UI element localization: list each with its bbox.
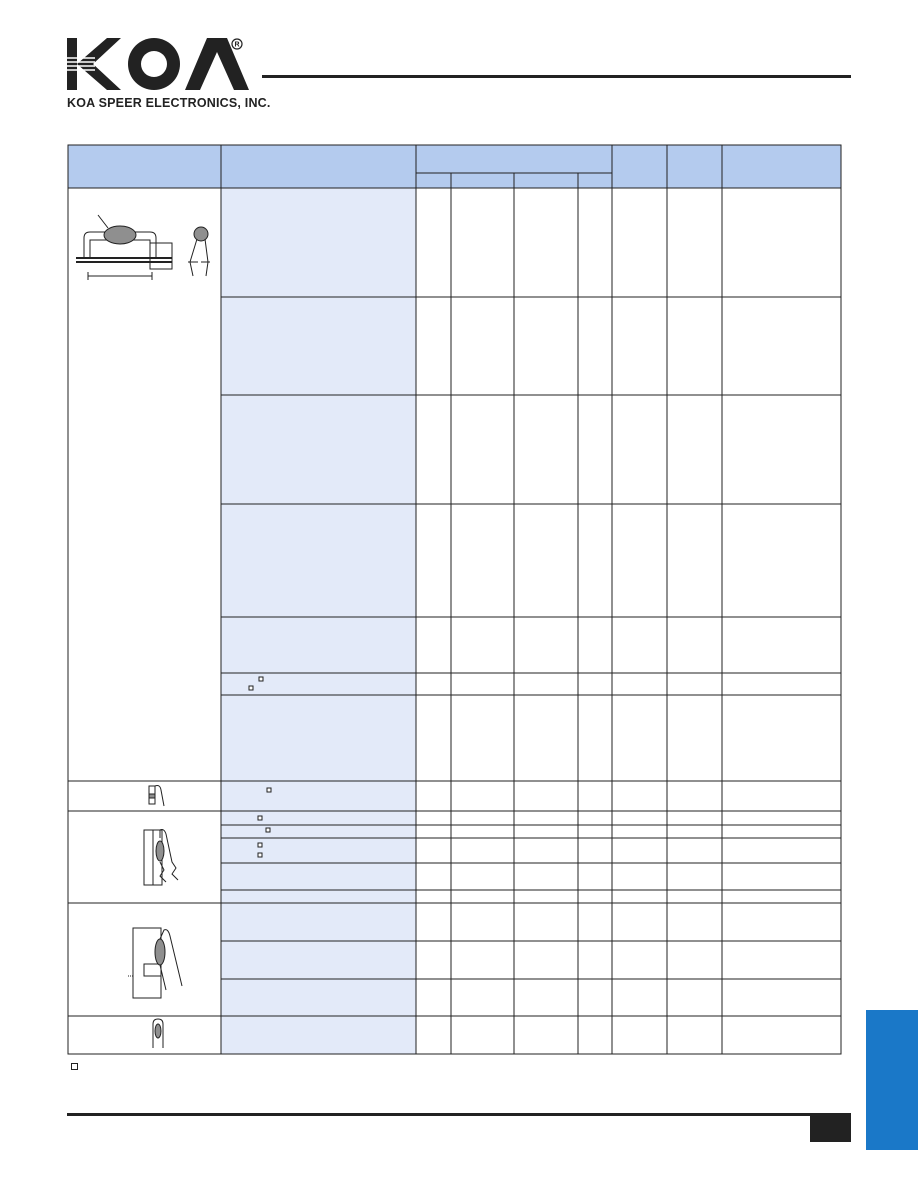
svg-text:R: R [234, 41, 240, 49]
long-lead-illustration [128, 928, 182, 998]
company-name: KOA SPEER ELECTRONICS, INC. [67, 96, 271, 110]
footnote-marker [71, 1063, 78, 1070]
type-column-band [221, 188, 416, 1054]
section-side-tab [866, 1010, 918, 1150]
radial-lead-illustration [149, 786, 164, 807]
hairpin-illustration [153, 1019, 163, 1048]
kinked-lead-illustration [144, 830, 178, 886]
page-number-tab [810, 1116, 851, 1142]
footer-rule [67, 1113, 851, 1116]
table-header-band [68, 145, 841, 188]
resistor-forming-illustration [76, 215, 210, 280]
